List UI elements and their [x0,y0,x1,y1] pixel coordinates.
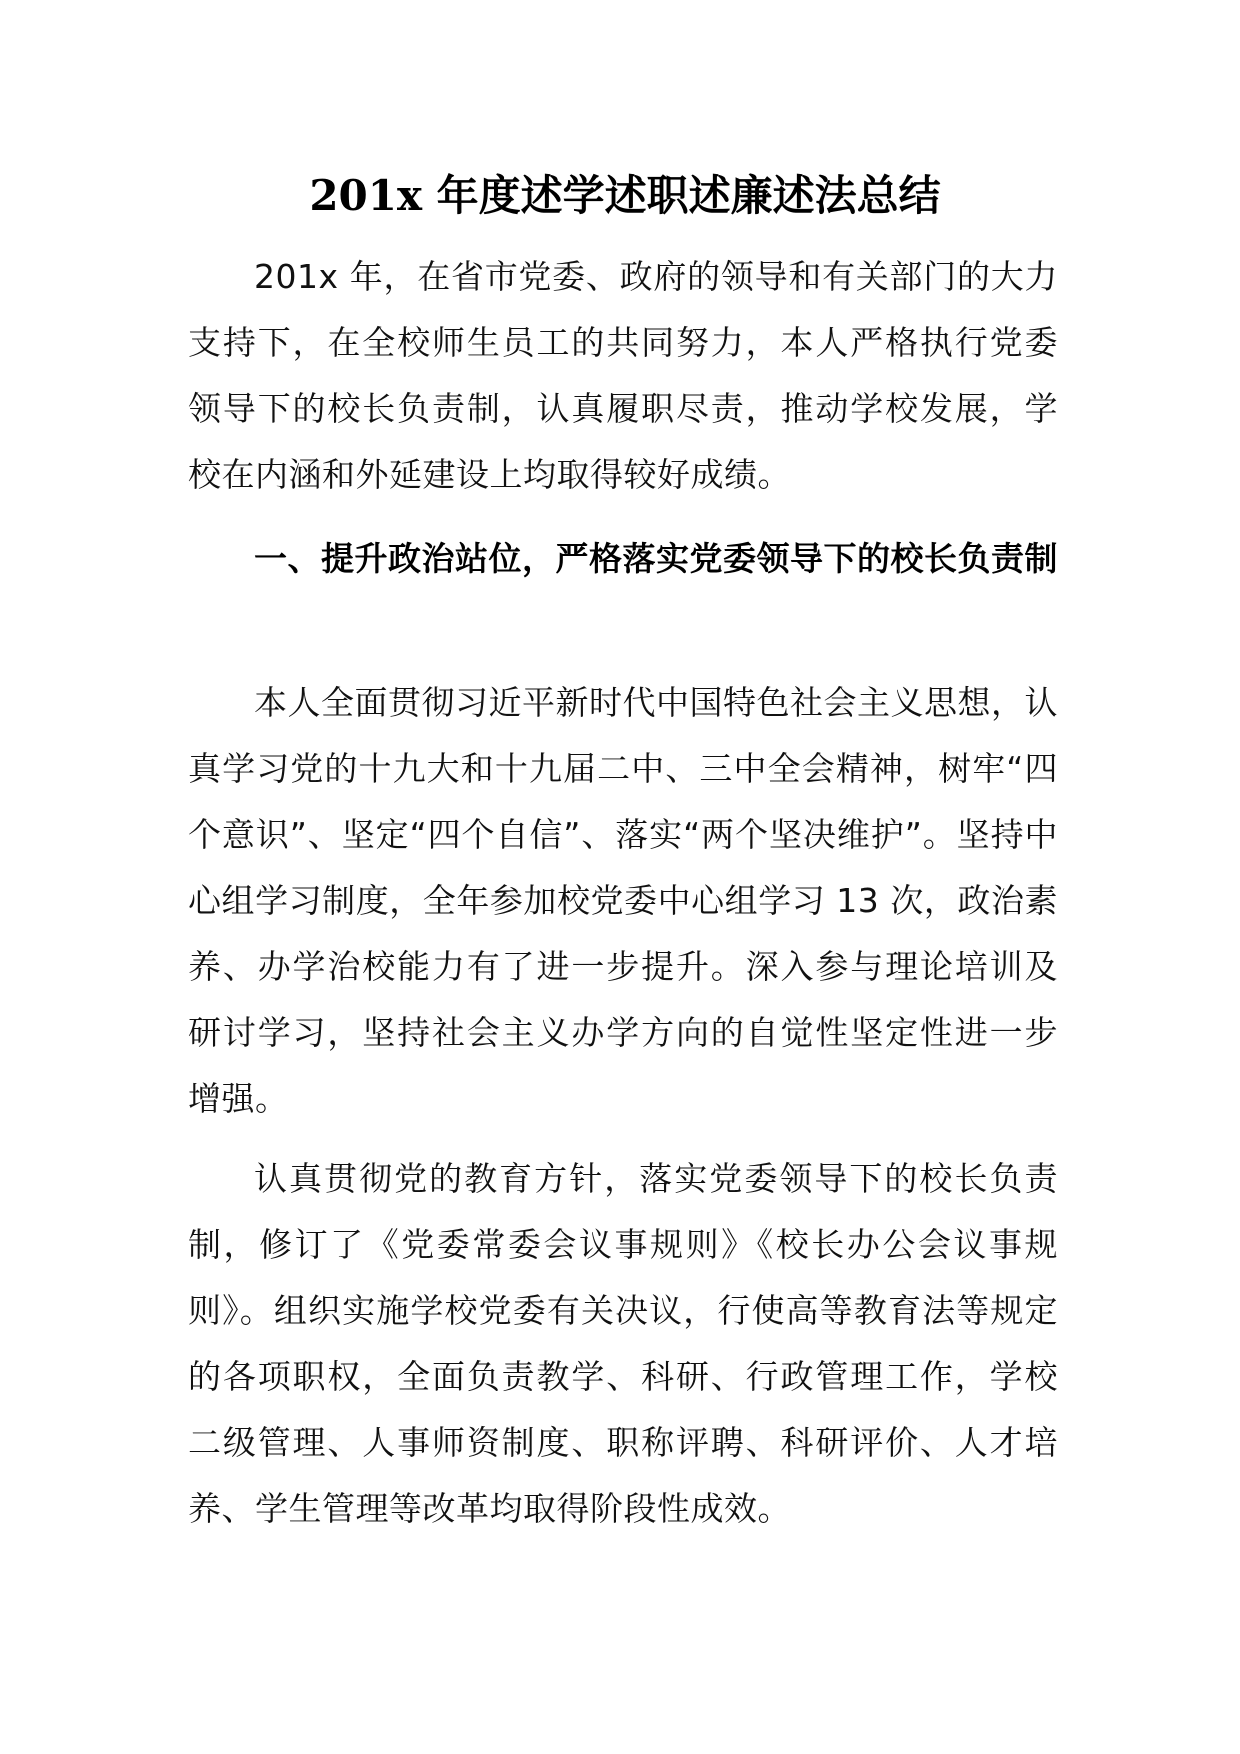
document-title: 201x 年度述学述职述廉述法总结 [309,171,941,220]
body-paragraph: 认真贯彻党的教育方针，落实党委领导下的校长负责制，修订了《党委常委会议事规则》《校长办公会议事规则》。组织实施学校党委有关决议，行使高等教育法等规定的各项职权，全面负责教学、科研、行政管理工作，学校二级管理、人事师资制度、职称评聘、科研评价、人才培养、学生管理等改革均取得阶段性成效。 [188,1159,1058,1528]
section-heading: 一、提升政治站位，严格落实党委领导下的校长负责制 [254,539,1058,578]
body-paragraph: 本人全面贯彻习近平新时代中国特色社会主义思想，认真学习党的十九大和十九届二中、三中全会精神，树牢“四个意识”、坚定“四个自信”、落实“两个坚决维护”。坚持中心组学习制度，全年参加校党委中心组学习 13 次，政治素养、办学治校能力有了进一步提升。深入参与理论培训及研讨学习，坚持社会主义办学方向的自觉性坚定性进一步增强。 [188,683,1058,1118]
intro-paragraph: 201x 年，在省市党委、政府的领导和有关部门的大力支持下，在全校师生员工的共同努力，本人严格执行党委领导下的校长负责制，认真履职尽责，推动学校发展，学校在内涵和外延建设上均取得较好成绩。 [188,257,1058,494]
